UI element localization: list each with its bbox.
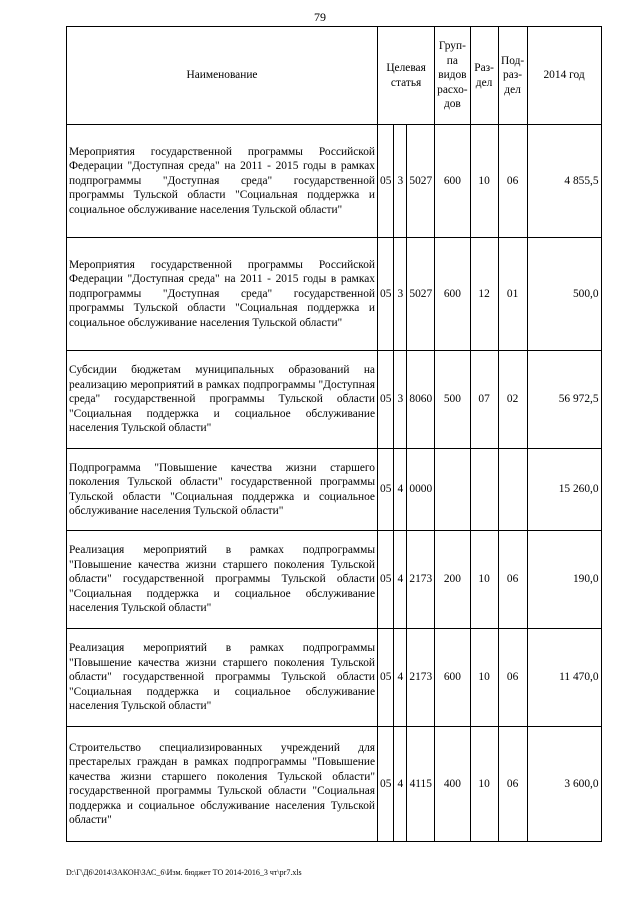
row-section: 07: [470, 351, 498, 449]
row-target-program: 05: [378, 531, 394, 629]
row-subsection: [498, 449, 527, 531]
row-expense-group: [435, 449, 470, 531]
row-expense-group: 500: [435, 351, 470, 449]
row-expense-group: 600: [435, 238, 470, 351]
row-amount: 500,0: [527, 238, 601, 351]
row-target-code: 2173: [407, 531, 435, 629]
row-target-program: 05: [378, 238, 394, 351]
row-section: 12: [470, 238, 498, 351]
row-target-code: 8060: [407, 351, 435, 449]
table-row: [67, 629, 602, 727]
row-amount: 15 260,0: [527, 449, 601, 531]
table-row: [67, 449, 602, 531]
table-row: [67, 531, 602, 629]
row-target-program: 05: [378, 449, 394, 531]
row-target-subprogram: 4: [394, 629, 407, 727]
row-target-program: 05: [378, 727, 394, 842]
row-name: Субсидии бюджетам муниципальных образований на реализацию мероприятий в рамках подпрограммы "Доступная среда" государственной программы Тульской области "Социальная поддержка и социальное обслуживание населения Тульской области": [67, 351, 378, 449]
row-name: Реализация мероприятий в рамках подпрограммы "Повышение качества жизни старшего поколения Тульской области" государственной программы Тульской области "Социальная поддержка и социальное обслуживание населения Тульской области": [67, 629, 378, 727]
row-section: 10: [470, 629, 498, 727]
row-target-code: 4115: [407, 727, 435, 842]
row-target-code: 0000: [407, 449, 435, 531]
header-row: [67, 27, 602, 125]
row-name: Реализация мероприятий в рамках подпрограммы "Повышение качества жизни старшего поколения Тульской области" государственной программы Тульской области "Социальная поддержка и социальное обслуживание населения Тульской области": [67, 531, 378, 629]
budget-table: [66, 26, 602, 842]
page-number: 79: [314, 10, 326, 24]
row-section: 10: [470, 727, 498, 842]
table-row: [67, 727, 602, 842]
header-target-article: Целевая статья: [378, 27, 435, 125]
row-section: 10: [470, 125, 498, 238]
header-expense-group: Груп-па видов расхо-дов: [435, 27, 470, 125]
row-expense-group: 600: [435, 125, 470, 238]
row-expense-group: 400: [435, 727, 470, 842]
row-amount: 11 470,0: [527, 629, 601, 727]
row-expense-group: 600: [435, 629, 470, 727]
table-row: [67, 125, 602, 238]
row-name: Мероприятия государственной программы Российской Федерации "Доступная среда" на 2011 - 2015 годы в рамках подпрограммы "Доступная среда" государственной программы Тульской области "Социальная поддержка и социальное обслуживание населения Тульской области": [67, 125, 378, 238]
row-amount: 3 600,0: [527, 727, 601, 842]
row-section: 10: [470, 531, 498, 629]
row-amount: 56 972,5: [527, 351, 601, 449]
row-section: [470, 449, 498, 531]
row-target-code: 5027: [407, 238, 435, 351]
row-subsection: 01: [498, 238, 527, 351]
table-row: [67, 238, 602, 351]
row-target-subprogram: 3: [394, 351, 407, 449]
row-subsection: 06: [498, 531, 527, 629]
footer-file-path: D:\Г\Д6\2014\ЗАКОН\ЗАС_6\Изм. бюджет ТО 2014-2016_3 чт\pr7.xls: [66, 868, 302, 877]
row-target-program: 05: [378, 351, 394, 449]
header-subsection: Под-раз-дел: [498, 27, 527, 125]
header-section: Раз-дел: [470, 27, 498, 125]
row-name: Строительство специализированных учреждений для престарелых граждан в рамках подпрограммы "Повышение качества жизни старшего поколения Тульской области" государственной программы Тульской области "Социальная поддержка и социальное обслуживание населения Тульской области": [67, 727, 378, 842]
row-subsection: 06: [498, 629, 527, 727]
row-target-subprogram: 4: [394, 449, 407, 531]
row-amount: 190,0: [527, 531, 601, 629]
row-name: Подпрограмма "Повышение качества жизни старшего поколения Тульской области" государственной программы Тульской области "Социальная поддержка и социальное обслуживание населения Тульской области": [67, 449, 378, 531]
row-target-subprogram: 4: [394, 727, 407, 842]
row-target-code: 5027: [407, 125, 435, 238]
row-target-subprogram: 4: [394, 531, 407, 629]
row-target-program: 05: [378, 629, 394, 727]
row-expense-group: 200: [435, 531, 470, 629]
row-amount: 4 855,5: [527, 125, 601, 238]
row-target-subprogram: 3: [394, 238, 407, 351]
row-target-subprogram: 3: [394, 125, 407, 238]
row-subsection: 06: [498, 727, 527, 842]
table-row: [67, 351, 602, 449]
row-target-code: 2173: [407, 629, 435, 727]
row-name: Мероприятия государственной программы Российской Федерации "Доступная среда" на 2011 - 2015 годы в рамках подпрограммы "Доступная среда" государственной программы Тульской области "Социальная поддержка и социальное обслуживание населения Тульской области": [67, 238, 378, 351]
row-subsection: 02: [498, 351, 527, 449]
row-target-program: 05: [378, 125, 394, 238]
row-subsection: 06: [498, 125, 527, 238]
header-name: Наименование: [67, 27, 378, 125]
header-year: 2014 год: [527, 27, 601, 125]
